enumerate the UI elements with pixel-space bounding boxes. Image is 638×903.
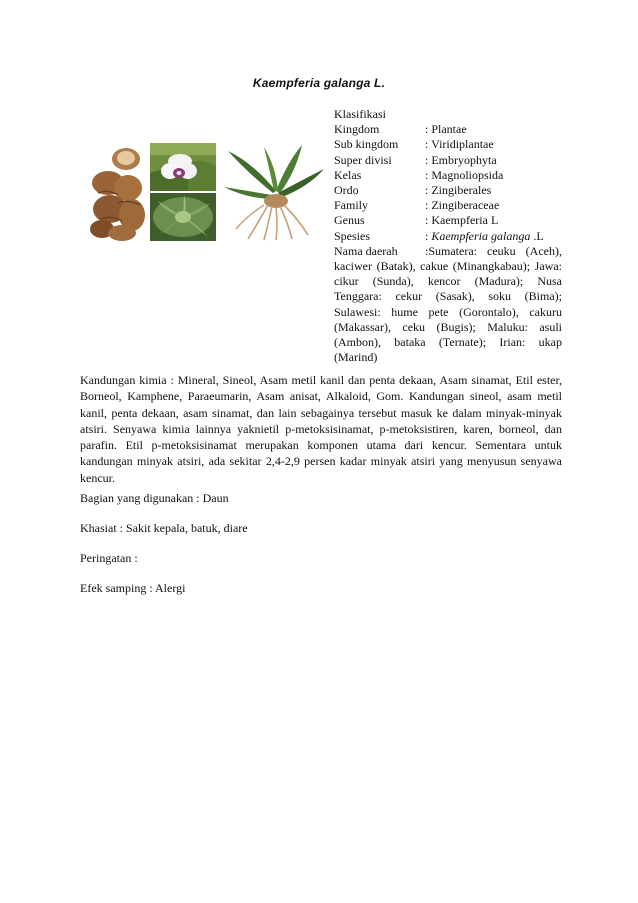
classification-value: : Viridiplantae — [425, 137, 494, 152]
nama-daerah-paragraph — [334, 244, 562, 366]
species-suffix: .L — [530, 228, 544, 243]
classification-row-kingdom — [334, 122, 562, 137]
classification-key: Super divisi — [334, 152, 392, 167]
classification-row-family — [334, 198, 562, 213]
classification-value: : Magnoliopsida — [425, 167, 504, 182]
leaves-photo — [150, 193, 216, 241]
peringatan-line: Peringatan : — [80, 551, 138, 565]
classification-key: Family — [334, 198, 369, 213]
classification-heading: Klasifikasi — [334, 107, 386, 121]
rhizome-photo — [88, 143, 148, 241]
nama-daerah-key: Nama daerah — [334, 243, 398, 258]
classification-key: Ordo — [334, 183, 359, 198]
classification-value: : Zingiberaceae — [425, 198, 500, 213]
classification-row-superdivisi — [334, 153, 562, 168]
species-name: Kaempferia galanga — [431, 228, 531, 243]
classification-value: : Plantae — [425, 122, 467, 137]
classification-block — [334, 107, 562, 365]
khasiat-line: Khasiat : Sakit kepala, batuk, diare — [80, 521, 248, 535]
plant-photo-collage — [88, 143, 326, 241]
classification-row-kelas — [334, 168, 562, 183]
classification-value: : Zingiberales — [425, 183, 492, 198]
classification-key: Sub kingdom — [334, 137, 399, 152]
classification-key: Kelas — [334, 167, 362, 182]
classification-row-genus — [334, 213, 562, 228]
classification-value: : Embryophyta — [425, 152, 497, 167]
whole-plant-photo — [218, 143, 326, 241]
nama-daerah-text: :Sumatera: ceuku (Aceh), kaciwer (Batak), cakue (Minangkabau); Jawa: cikur (Sunda), kencor (Madura); Nusa Tenggara: cekur (Sasak), soku (Bima); Sulawesi: hume pete (Gorontalo), cakuru (Makassar), ceku (Bugis); Maluku: asuli (Ambon), bataka (Ternate); Irian: ukap (Marind) — [334, 243, 562, 365]
page-title: Kaempferia galanga L. — [252, 76, 386, 90]
classification-key: Kingdom — [334, 122, 380, 137]
classification-key: Spesies — [334, 228, 370, 243]
kandungan-paragraph: Kandungan kimia : Mineral, Sineol, Asam metil kanil dan penta dekaan, Asam sinamat, Etil ester, Borneol, Kamphene, Paraeumarin, Asam anisat, Alkaloid, Gom. Kandungan sineol, asam metil kanil, penta dekaan, asam sinamat, dan lain sebagainya tersebut masuk ke dalam minyak-minyak atsiri. Senyawa kimia lainnya yaknietil p-metoksisinamat, p-metoksistiren, karen, borneol, dan parafin. Etil p-metoksisinamat merupakan komponen utama dari kencur. Sementara untuk kandungan minyak atsiri, ada sekitar 2,4-2,9 persen kadar minyak atsiri yang menyusun senyawa kencur. — [80, 373, 562, 485]
bagian-line: Bagian yang digunakan : Daun — [80, 491, 229, 505]
classification-row-spesies — [334, 229, 562, 244]
species-value — [425, 229, 562, 244]
flower-photo — [150, 143, 216, 191]
classification-value: : Kaempferia L — [425, 213, 499, 228]
classification-key: Genus — [334, 213, 365, 228]
efek-samping-line: Efek samping : Alergi — [80, 581, 186, 595]
species-prefix: : — [425, 228, 432, 243]
classification-row-subkingdom — [334, 137, 562, 152]
classification-row-ordo — [334, 183, 562, 198]
